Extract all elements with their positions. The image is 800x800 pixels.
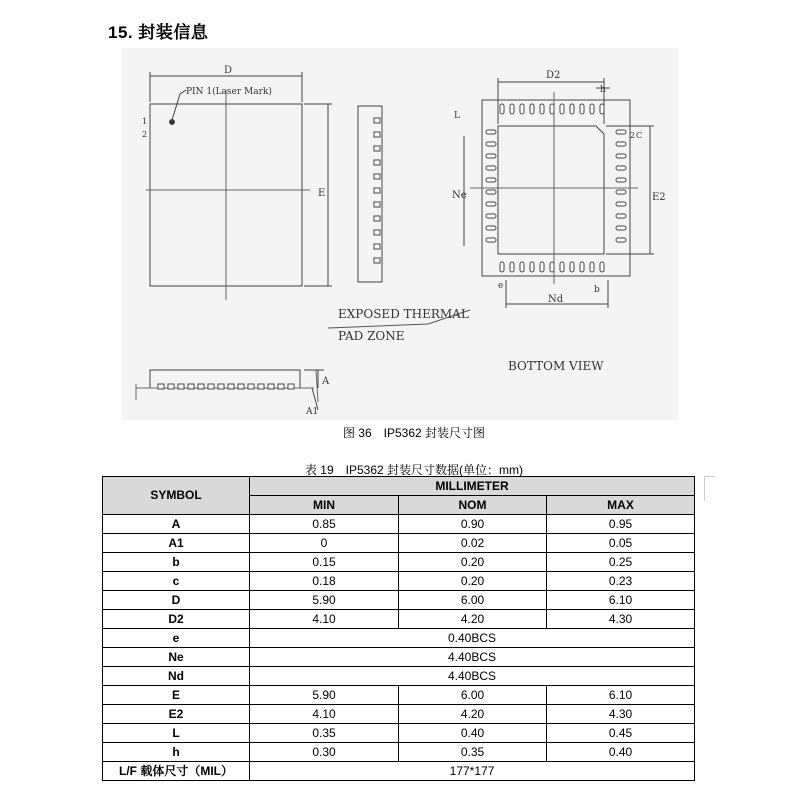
cell-nom: 0.20 xyxy=(399,553,547,572)
cell-symbol: A1 xyxy=(103,534,250,553)
cell-symbol: c xyxy=(103,572,250,591)
label-pad-zone: PAD ZONE xyxy=(338,329,405,343)
table-row xyxy=(103,553,695,572)
label-D2: D2 xyxy=(546,70,561,81)
cell-symbol: D xyxy=(103,591,250,610)
cell-nom: 6.00 xyxy=(399,591,547,610)
cell-span-value: 4.40BCS xyxy=(250,667,695,686)
label-E2: E2 xyxy=(652,192,666,203)
label-A: A xyxy=(322,376,330,387)
cell-symbol: D2 xyxy=(103,610,250,629)
cell-nom: 0.90 xyxy=(399,515,547,534)
label-h: h xyxy=(600,85,606,95)
side-view xyxy=(358,106,382,282)
table-row xyxy=(103,629,695,648)
table-row xyxy=(103,648,695,667)
label-e: e xyxy=(498,281,504,291)
cell-min: 0 xyxy=(250,534,399,553)
cell-max: 0.23 xyxy=(547,572,695,591)
cell-span-value: 177*177 xyxy=(250,762,695,781)
cell-nom: 0.02 xyxy=(399,534,547,553)
header-millimeter: MILLIMETER xyxy=(250,477,695,496)
cell-min: 4.10 xyxy=(250,705,399,724)
cell-max: 0.25 xyxy=(547,553,695,572)
cell-max: 0.05 xyxy=(547,534,695,553)
label-pin-num-2: 2 xyxy=(142,130,148,139)
label-b: b xyxy=(594,285,600,295)
label-A1: A1 xyxy=(306,407,319,417)
cell-symbol: E xyxy=(103,686,250,705)
top-view xyxy=(146,72,332,300)
header-symbol: SYMBOL xyxy=(103,477,250,515)
table-row xyxy=(103,724,695,743)
label-c: C xyxy=(636,131,643,140)
cell-symbol: L/F 载体尺寸（MIL） xyxy=(103,762,250,781)
label-Ne: Ne xyxy=(452,190,467,201)
cell-min: 5.90 xyxy=(250,591,399,610)
table-row xyxy=(103,572,695,591)
header-min: MIN xyxy=(250,496,399,515)
cell-max: 4.30 xyxy=(547,705,695,724)
cell-min: 0.30 xyxy=(250,743,399,762)
label-bottom-view: BOTTOM VIEW xyxy=(508,359,604,373)
cell-min: 0.15 xyxy=(250,553,399,572)
dimension-table xyxy=(102,476,695,781)
table-row xyxy=(103,762,695,781)
table-row xyxy=(103,515,695,534)
table-row xyxy=(103,686,695,705)
table-row xyxy=(103,610,695,629)
page-corner-mark xyxy=(704,476,715,501)
cell-nom: 4.20 xyxy=(399,705,547,724)
cell-nom: 6.00 xyxy=(399,686,547,705)
label-E: E xyxy=(318,188,326,199)
section-title: 15. 封装信息 xyxy=(108,23,209,42)
cell-nom: 0.40 xyxy=(399,724,547,743)
label-L: L xyxy=(454,111,460,121)
cell-symbol: E2 xyxy=(103,705,250,724)
cell-max: 6.10 xyxy=(547,591,695,610)
cell-max: 0.40 xyxy=(547,743,695,762)
cell-symbol: h xyxy=(103,743,250,762)
cell-symbol: A xyxy=(103,515,250,534)
cell-max: 0.45 xyxy=(547,724,695,743)
cell-max: 4.30 xyxy=(547,610,695,629)
cell-span-value: 4.40BCS xyxy=(250,648,695,667)
label-D: D xyxy=(224,65,233,76)
package-drawing-svg xyxy=(122,48,678,420)
label-Nd: Nd xyxy=(548,294,564,305)
label-pin-num-1: 1 xyxy=(142,117,148,126)
cell-nom: 0.35 xyxy=(399,743,547,762)
cell-nom: 0.20 xyxy=(399,572,547,591)
figure-caption: 图 36 IP5362 封装尺寸图 xyxy=(342,426,486,440)
profile-view xyxy=(136,370,324,410)
table-row xyxy=(103,705,695,724)
table-caption: 表 19 IP5362 封装尺寸数据(单位：mm) xyxy=(304,463,524,477)
cell-symbol: L xyxy=(103,724,250,743)
label-exposed-thermal: EXPOSED THERMAL xyxy=(338,307,469,321)
cell-symbol: Ne xyxy=(103,648,250,667)
label-c-2: 2 xyxy=(630,131,636,140)
header-nom: NOM xyxy=(399,496,547,515)
cell-max: 0.95 xyxy=(547,515,695,534)
cell-min: 4.10 xyxy=(250,610,399,629)
table-row xyxy=(103,591,695,610)
cell-min: 5.90 xyxy=(250,686,399,705)
cell-symbol: b xyxy=(103,553,250,572)
cell-max: 6.10 xyxy=(547,686,695,705)
cell-nom: 4.20 xyxy=(399,610,547,629)
cell-symbol: e xyxy=(103,629,250,648)
label-pin1: PIN 1(Laser Mark) xyxy=(186,87,272,97)
table-row xyxy=(103,667,695,686)
header-max: MAX xyxy=(547,496,695,515)
cell-symbol: Nd xyxy=(103,667,250,686)
table-row xyxy=(103,534,695,553)
cell-span-value: 0.40BCS xyxy=(250,629,695,648)
cell-min: 0.35 xyxy=(250,724,399,743)
table-row xyxy=(103,743,695,762)
cell-min: 0.85 xyxy=(250,515,399,534)
package-drawing xyxy=(122,48,678,420)
cell-min: 0.18 xyxy=(250,572,399,591)
